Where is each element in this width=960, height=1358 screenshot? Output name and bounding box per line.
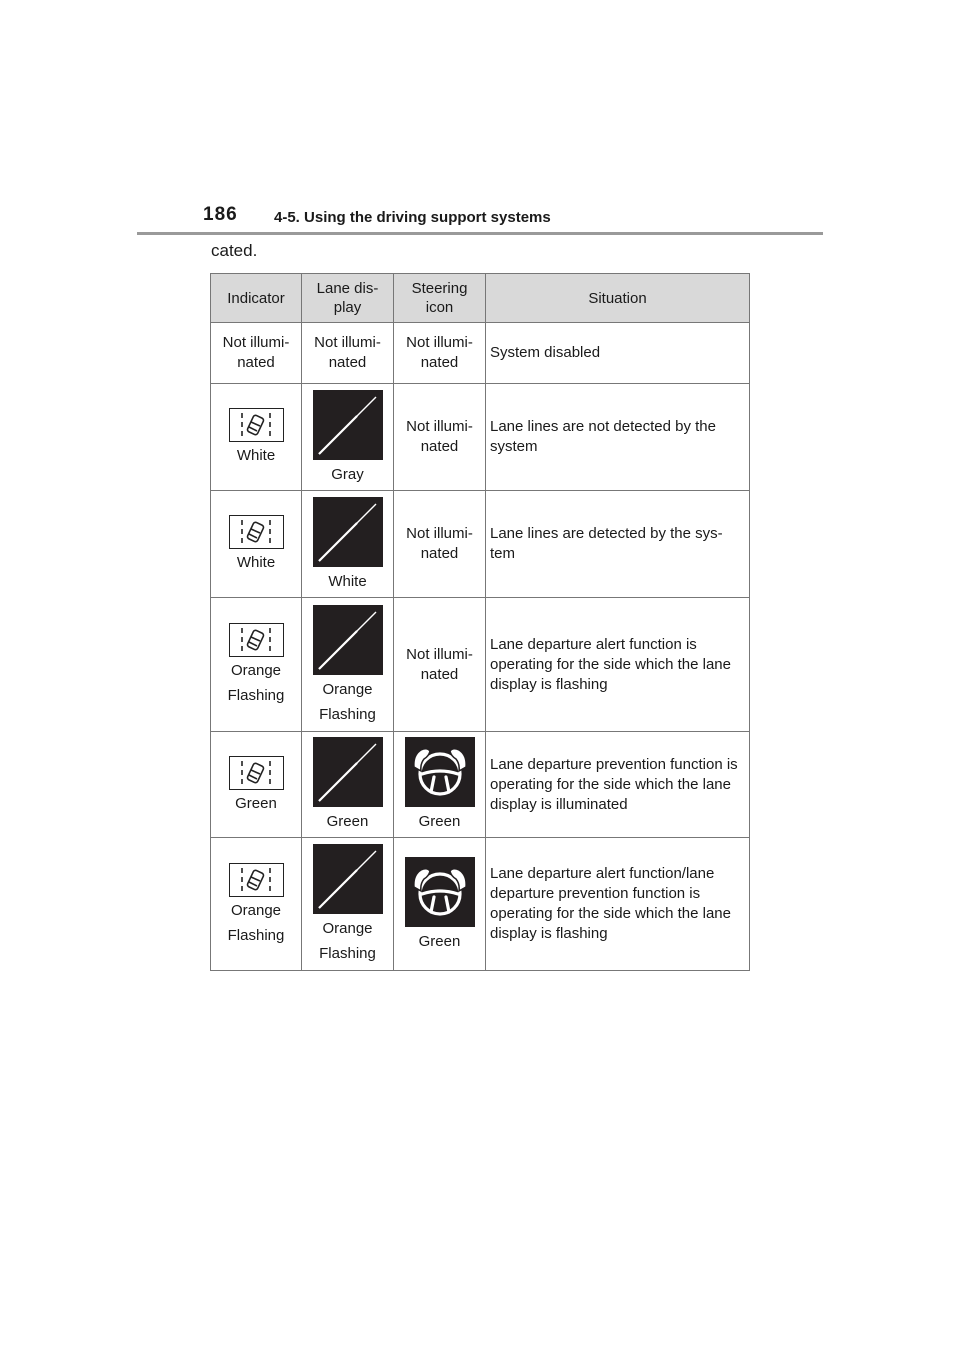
lane-state-label: Flashing xyxy=(319,945,376,962)
indicator-state-label: Flashing xyxy=(227,687,285,704)
lane-display-icon xyxy=(313,737,383,807)
lane-display-cell xyxy=(302,598,394,732)
steering-color-label: Green xyxy=(418,932,461,950)
steering-hands-on-icon xyxy=(405,857,475,927)
lane-state-label: Flashing xyxy=(319,705,376,723)
steering-cell xyxy=(394,732,486,838)
lane-departure-indicator-icon xyxy=(229,756,284,790)
lane-display-cell xyxy=(302,732,394,838)
section-title: 4-5. Using the driving support systems xyxy=(274,209,551,226)
indicator-cell xyxy=(211,838,302,971)
lane-color-label: Orange xyxy=(322,680,373,698)
lane-color-label: White xyxy=(328,572,367,590)
steering-cell: Not illumi- nated xyxy=(394,323,486,384)
lane-display-icon xyxy=(313,844,383,914)
steering-cell: Not illumi- nated xyxy=(394,384,486,491)
lane-display-cell xyxy=(302,491,394,598)
column-header-lane-display: Lane dis- play xyxy=(302,274,394,323)
situation-cell: Lane departure prevention function is operating for the side which the lane display is illuminated xyxy=(486,732,750,838)
indicator-cell xyxy=(211,384,302,491)
lane-departure-indicator-icon xyxy=(229,408,284,442)
lane-display-cell: Not illumi- nated xyxy=(302,323,394,384)
table-row xyxy=(211,491,750,598)
table-row xyxy=(211,384,750,491)
header-divider xyxy=(137,232,823,235)
steering-hands-on-icon xyxy=(405,737,475,807)
lane-display-cell xyxy=(302,384,394,491)
table-row xyxy=(211,323,750,384)
column-header-indicator: Indicator xyxy=(211,274,302,323)
lane-departure-indicator-icon xyxy=(229,863,284,897)
indicator-cell: Not illumi- nated xyxy=(211,323,302,384)
steering-cell: Not illumi- nated xyxy=(394,491,486,598)
lane-display-icon xyxy=(313,605,383,675)
indicator-color-label: White xyxy=(236,447,276,464)
lane-color-label: Green xyxy=(326,813,369,830)
lane-display-icon xyxy=(313,390,383,460)
indicator-color-label: White xyxy=(236,554,276,571)
table-header-row xyxy=(211,274,750,323)
lane-color-label: Gray xyxy=(331,465,364,483)
page-number: 186 xyxy=(203,204,238,225)
lane-departure-indicator-icon xyxy=(229,623,284,657)
table-row xyxy=(211,598,750,732)
table-row xyxy=(211,838,750,971)
column-header-steering-icon: Steering icon xyxy=(394,274,486,323)
steering-color-label: Green xyxy=(418,813,461,830)
indicator-color-label: Green xyxy=(235,794,277,812)
steering-cell: Not illumi- nated xyxy=(394,598,486,732)
situation-cell: Lane departure alert function is operating for the side which the lane display is flashing xyxy=(486,598,750,732)
lead-text: cated. xyxy=(211,241,258,260)
lane-display-cell xyxy=(302,838,394,971)
lane-color-label: Orange xyxy=(322,920,373,937)
steering-cell xyxy=(394,838,486,971)
indicator-state-label: Flashing xyxy=(227,926,285,944)
indicator-cell xyxy=(211,732,302,838)
indicator-cell xyxy=(211,491,302,598)
column-header-situation: Situation xyxy=(486,274,750,323)
situation-cell: Lane lines are detected by the sys- tem xyxy=(486,491,750,598)
situation-cell: Lane lines are not detected by the system xyxy=(486,384,750,491)
situation-cell: Lane departure alert function/lane departure prevention function is operating for the side which the lane display is flashing xyxy=(486,838,750,971)
lane-departure-indicator-icon xyxy=(229,515,284,549)
indicator-cell xyxy=(211,598,302,732)
table-row xyxy=(211,732,750,838)
situation-cell: System disabled xyxy=(486,323,750,384)
indicator-color-label: Orange xyxy=(230,901,282,919)
indicator-table xyxy=(210,273,750,971)
indicator-color-label: Orange xyxy=(230,662,282,679)
lane-display-icon xyxy=(313,497,383,567)
